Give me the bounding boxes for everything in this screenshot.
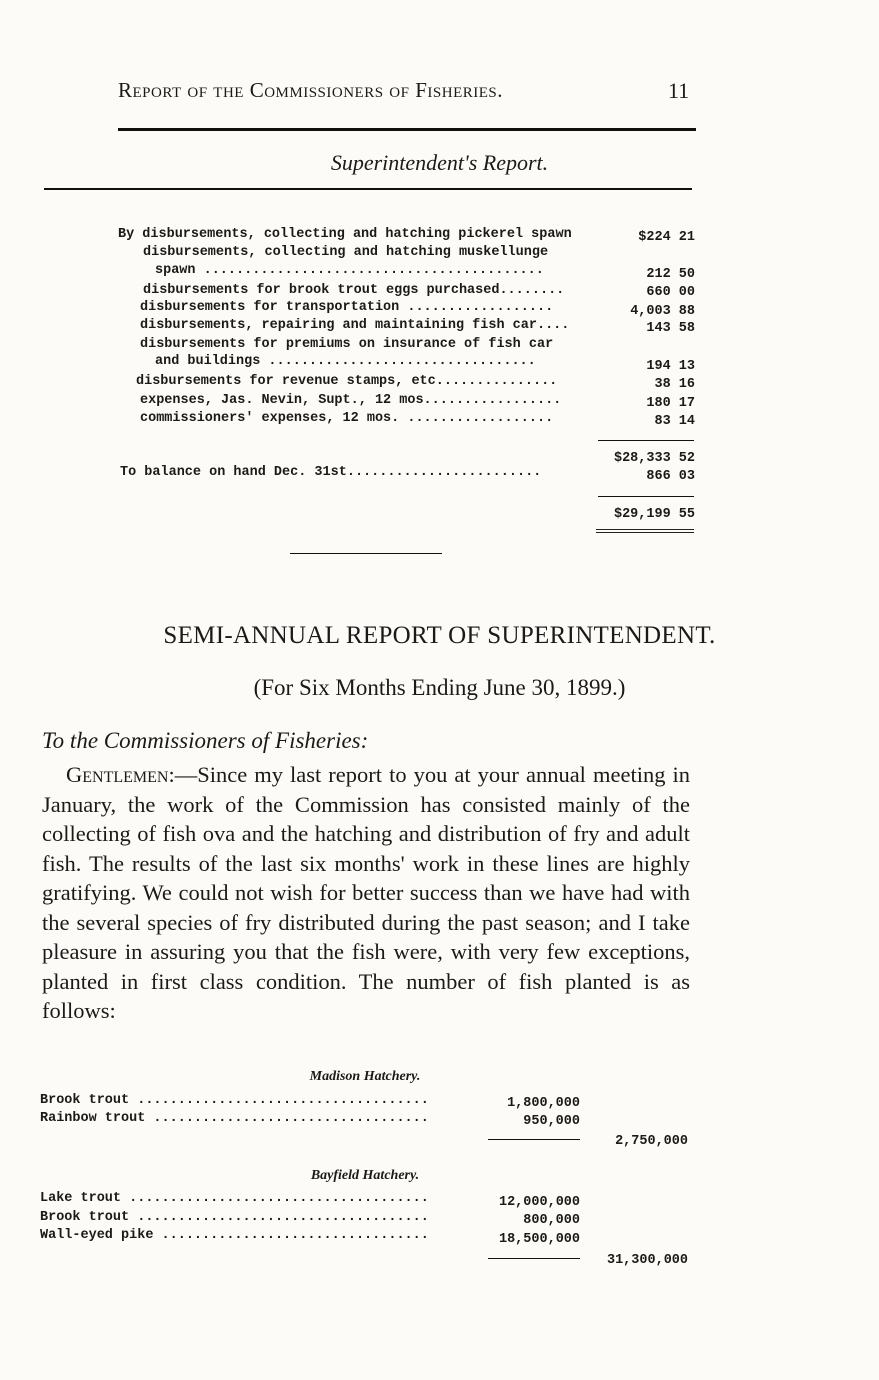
table-row-label: Lake trout ..................................... xyxy=(40,1191,429,1206)
ledger-desc: disbursements, repairing and maintaining fish car.... xyxy=(140,318,570,333)
hatchery-title: Madison Hatchery. xyxy=(309,1069,421,1084)
ledger-desc: commissioners' expenses, 12 mos. .................. xyxy=(140,411,554,426)
ledger-amount: 83 14 xyxy=(654,414,695,429)
ledger-amount: 212 50 xyxy=(646,267,695,282)
balance-amount: 866 03 xyxy=(646,469,695,484)
ledger-desc: and buildings ................................. xyxy=(155,354,536,369)
balance-label: To balance on hand Dec. 31st........................ xyxy=(120,465,542,480)
ledger-amount: 38 16 xyxy=(654,377,695,392)
ledger-desc: spawn .......................................... xyxy=(155,263,544,278)
table-row-value: 18,500,000 xyxy=(498,1232,580,1247)
gentlemen-label: Gentlemen xyxy=(66,762,169,787)
table-row-value: 1,800,000 xyxy=(507,1096,580,1111)
body-paragraph xyxy=(42,760,690,1026)
ledger-subtotal: $28,333 52 xyxy=(613,451,695,466)
table-row-value: 950,000 xyxy=(523,1114,580,1129)
table-row-label: Brook trout .................................... xyxy=(40,1093,429,1108)
running-head-title: Report of the Commissioners of Fisheries. xyxy=(118,78,503,102)
hatchery-title: Bayfield Hatchery. xyxy=(310,1168,420,1183)
salutation: To the Commissioners of Fisheries: xyxy=(42,728,369,753)
ledger-desc: expenses, Jas. Nevin, Supt., 12 mos................. xyxy=(140,393,562,408)
body-text: :—Since my last report to you at your annual meeting in January, the work of the Commission has consisted mainly of the collecting of fish ova and the hatching and distribution of fry and adult fish. The results of the last six months' work in these lines are highly gratifying. We could not wish for better success than we have had with the several species of fry distributed during the past season; and I take pleasure in assuring you that the fish were, with very few exceptions, planted in first class condition. The number of fish planted is as follows: xyxy=(42,762,690,1023)
ledger-desc: disbursements, collecting and hatching muskellunge xyxy=(143,245,549,260)
ledger-desc: disbursements for premiums on insurance of fish car xyxy=(140,337,554,352)
ledger-desc: disbursements for revenue stamps, etc............... xyxy=(136,374,558,389)
ledger-amount: 4,003 88 xyxy=(630,304,695,319)
table-row-label: Rainbow trout .................................. xyxy=(40,1111,429,1126)
ledger-amount: 660 00 xyxy=(646,285,695,300)
ledger-desc: disbursements for transportation .................. xyxy=(140,300,554,315)
subtotal-rule xyxy=(598,440,694,441)
section-title: SEMI-ANNUAL REPORT OF SUPERINTENDENT. xyxy=(163,622,716,649)
total-rule xyxy=(598,496,694,497)
section-subtitle: (For Six Months Ending June 30, 1899.) xyxy=(253,675,626,700)
hatchery-total: 31,300,000 xyxy=(606,1253,688,1268)
section-divider xyxy=(290,553,442,554)
disbursement-ledger xyxy=(0,0,879,560)
page-number: 11 xyxy=(668,78,690,103)
ledger-amount: $224 21 xyxy=(638,230,695,245)
table-row-value: 800,000 xyxy=(523,1213,580,1228)
table-row-label: Brook trout .................................... xyxy=(40,1210,429,1225)
ledger-amount: 194 13 xyxy=(646,359,695,374)
subheading: Superintendent's Report. xyxy=(330,150,549,175)
table-row-label: Wall-eyed pike ................................. xyxy=(40,1228,429,1243)
ledger-desc: By disbursements, collecting and hatching pickerel spawn xyxy=(118,227,572,242)
hatchery-total: 2,750,000 xyxy=(615,1134,688,1149)
ledger-total: $29,199 55 xyxy=(613,507,695,522)
ledger-amount: 180 17 xyxy=(646,396,695,411)
ledger-desc: disbursements for brook trout eggs purchased........ xyxy=(143,283,565,298)
table-row-value: 12,000,000 xyxy=(498,1195,580,1210)
total-double-rule xyxy=(596,529,694,533)
ledger-amount: 143 58 xyxy=(646,321,695,336)
